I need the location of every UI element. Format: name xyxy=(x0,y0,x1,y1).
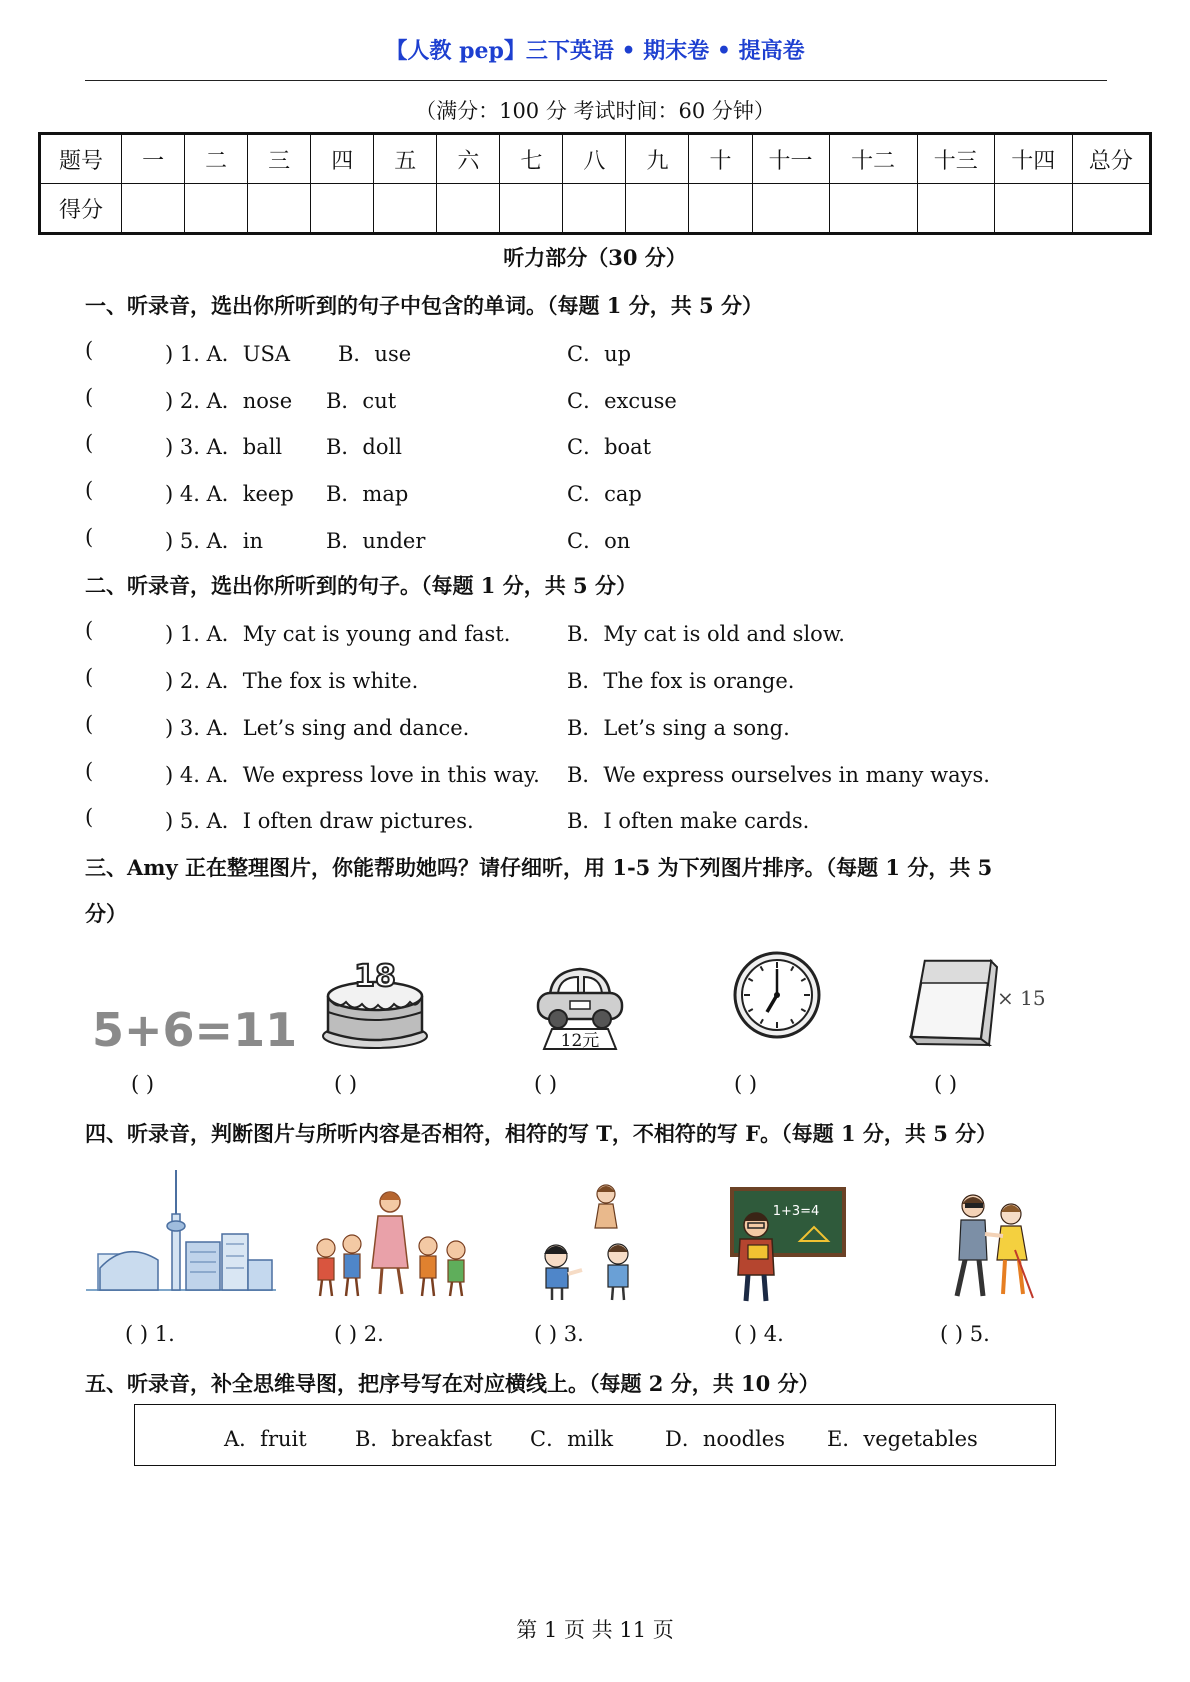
option-b: B．We express ourselves in many ways. xyxy=(567,763,990,787)
option-b: B．Let’s sing a song. xyxy=(567,716,790,740)
birthday-cake-icon xyxy=(320,952,430,1052)
score-input-cell[interactable] xyxy=(311,184,374,234)
answer-paren[interactable]: ( xyxy=(85,618,94,642)
word-option: E．vegetables xyxy=(827,1427,978,1451)
word-option: C．milk xyxy=(530,1427,614,1451)
option-a: ) 4. A．keep xyxy=(165,482,294,506)
score-header-cell: 题号 xyxy=(40,134,122,184)
option-b: B．cut xyxy=(326,389,397,413)
answer-paren[interactable]: ( xyxy=(85,385,94,409)
option-b: B．under xyxy=(326,529,426,553)
option-b: B．use xyxy=(338,342,412,366)
answer-blank-5[interactable]: ( ) 5. xyxy=(940,1322,990,1346)
score-input-cell[interactable] xyxy=(185,184,248,234)
score-input-cell[interactable] xyxy=(689,184,752,234)
option-a: ) 2. A．nose xyxy=(165,389,293,413)
score-row-label: 得分 xyxy=(40,184,122,234)
option-c: C．up xyxy=(567,342,632,366)
score-input-cell[interactable] xyxy=(248,184,311,234)
price-tag-text: 12元 xyxy=(560,1031,600,1051)
option-b: B．map xyxy=(326,482,409,506)
teacher-children-icon xyxy=(308,1188,473,1300)
option-b: B．My cat is old and slow. xyxy=(567,622,845,646)
cake-number: 18 xyxy=(354,959,396,994)
score-input-cell[interactable] xyxy=(437,184,500,234)
answer-paren[interactable]: ( xyxy=(85,665,94,689)
answer-blank[interactable]: ( ) xyxy=(534,1072,558,1096)
score-input-cell[interactable] xyxy=(752,184,829,234)
score-header-cell: 十一 xyxy=(752,134,829,184)
option-c: C．on xyxy=(567,529,631,553)
section3-heading: 三、Amy 正在整理图片，你能帮助她吗？请仔细听，用 1-5 为下列图片排序。（每题 1 分，共 5 xyxy=(85,855,993,880)
math-equation-icon xyxy=(90,998,298,1057)
option-a: ) 2. A．The fox is white. xyxy=(165,669,419,693)
score-input-cell[interactable] xyxy=(917,184,994,234)
option-a: ) 5. A．in xyxy=(165,529,263,553)
option-c: C．excuse xyxy=(567,389,677,413)
toy-car-icon xyxy=(530,955,630,1053)
score-input-cell[interactable] xyxy=(563,184,626,234)
score-header-cell: 十三 xyxy=(917,134,994,184)
score-input-cell[interactable] xyxy=(1072,184,1150,234)
section4-heading: 四、听录音，判断图片与所听内容是否相符，相符的写 T，不相符的写 F。（每题 1 分，共 5 分） xyxy=(85,1121,998,1146)
option-a: ) 1. A．USA xyxy=(165,342,290,366)
answer-blank[interactable]: ( ) xyxy=(334,1072,358,1096)
word-option: D．noodles xyxy=(665,1427,786,1451)
board-text: 1+3=4 xyxy=(772,1204,820,1219)
score-table xyxy=(38,132,1152,235)
option-b: B．I often make cards. xyxy=(567,809,810,833)
option-a: ) 3. A．Let’s sing and dance. xyxy=(165,716,470,740)
equation-text: 5+6=11 xyxy=(92,1003,298,1057)
option-a: ) 3. A．ball xyxy=(165,435,283,459)
answer-paren[interactable]: ( xyxy=(85,525,94,549)
word-option: B．breakfast xyxy=(355,1427,493,1451)
listening-part-title: 听力部分（30 分） xyxy=(503,245,687,270)
score-header-cell: 二 xyxy=(185,134,248,184)
score-input-cell[interactable] xyxy=(626,184,689,234)
score-header-cell: 三 xyxy=(248,134,311,184)
answer-paren[interactable]: ( xyxy=(85,431,94,455)
section1-heading: 一、听录音，选出你所听到的句子中包含的单词。（每题 1 分，共 5 分） xyxy=(85,293,763,318)
score-input-cell[interactable] xyxy=(122,184,185,234)
score-header-cell: 九 xyxy=(626,134,689,184)
section3-heading-cont: 分） xyxy=(85,901,127,926)
answer-blank-1[interactable]: ( ) 1. xyxy=(125,1322,175,1346)
score-header-cell: 五 xyxy=(374,134,437,184)
header-divider xyxy=(85,80,1107,81)
answer-blank-2[interactable]: ( ) 2. xyxy=(334,1322,384,1346)
books-icon xyxy=(905,955,1045,1051)
score-header-cell: 八 xyxy=(563,134,626,184)
section2-heading: 二、听录音，选出你所听到的句子。（每题 1 分，共 5 分） xyxy=(85,573,637,598)
teacher-blackboard-icon xyxy=(728,1185,848,1305)
answer-paren[interactable]: ( xyxy=(85,759,94,783)
word-option: A．fruit xyxy=(224,1427,307,1451)
helping-blind-icon xyxy=(945,1190,1041,1302)
option-a: ) 5. A．I often draw pictures. xyxy=(165,809,474,833)
three-kids-icon xyxy=(538,1182,650,1304)
score-header-cell: 十二 xyxy=(829,134,917,184)
option-a: ) 1. A．My cat is young and fast. xyxy=(165,622,511,646)
answer-paren[interactable]: ( xyxy=(85,805,94,829)
score-header-cell: 十四 xyxy=(994,134,1072,184)
answer-blank-4[interactable]: ( ) 4. xyxy=(734,1322,784,1346)
score-input-cell[interactable] xyxy=(829,184,917,234)
option-c: C．cap xyxy=(567,482,642,506)
exam-meta: （满分：100 分 考试时间：60 分钟） xyxy=(415,99,775,123)
answer-paren[interactable]: ( xyxy=(85,338,94,362)
answer-blank[interactable]: ( ) xyxy=(734,1072,758,1096)
option-b: B．The fox is orange. xyxy=(567,669,795,693)
score-header-cell: 六 xyxy=(437,134,500,184)
city-skyline-icon xyxy=(86,1168,276,1293)
page-footer: 第 1 页 共 11 页 xyxy=(516,1618,674,1642)
score-header-cell: 十 xyxy=(689,134,752,184)
score-header-cell: 一 xyxy=(122,134,185,184)
section5-heading: 五、听录音，补全思维导图，把序号写在对应横线上。（每题 2 分，共 10 分） xyxy=(85,1371,820,1396)
score-header-cell: 总分 xyxy=(1072,134,1150,184)
score-input-cell[interactable] xyxy=(994,184,1072,234)
exam-title: 【人教 pep】三下英语 • 期末卷 • 提高卷 xyxy=(385,38,805,64)
answer-blank[interactable]: ( ) xyxy=(934,1072,958,1096)
answer-blank-3[interactable]: ( ) 3. xyxy=(534,1322,584,1346)
option-c: C．boat xyxy=(567,435,652,459)
clock-icon xyxy=(732,950,822,1040)
answer-paren[interactable]: ( xyxy=(85,712,94,736)
score-header-cell: 四 xyxy=(311,134,374,184)
answer-paren[interactable]: ( xyxy=(85,478,94,502)
option-b: B．doll xyxy=(326,435,402,459)
answer-blank[interactable]: ( ) xyxy=(131,1072,155,1096)
word-bank-box xyxy=(134,1404,1056,1466)
option-a: ) 4. A．We express love in this way. xyxy=(165,763,540,787)
score-header-cell: 七 xyxy=(500,134,563,184)
quantity-text: × 15 xyxy=(997,986,1046,1010)
score-input-cell[interactable] xyxy=(374,184,437,234)
score-input-cell[interactable] xyxy=(500,184,563,234)
